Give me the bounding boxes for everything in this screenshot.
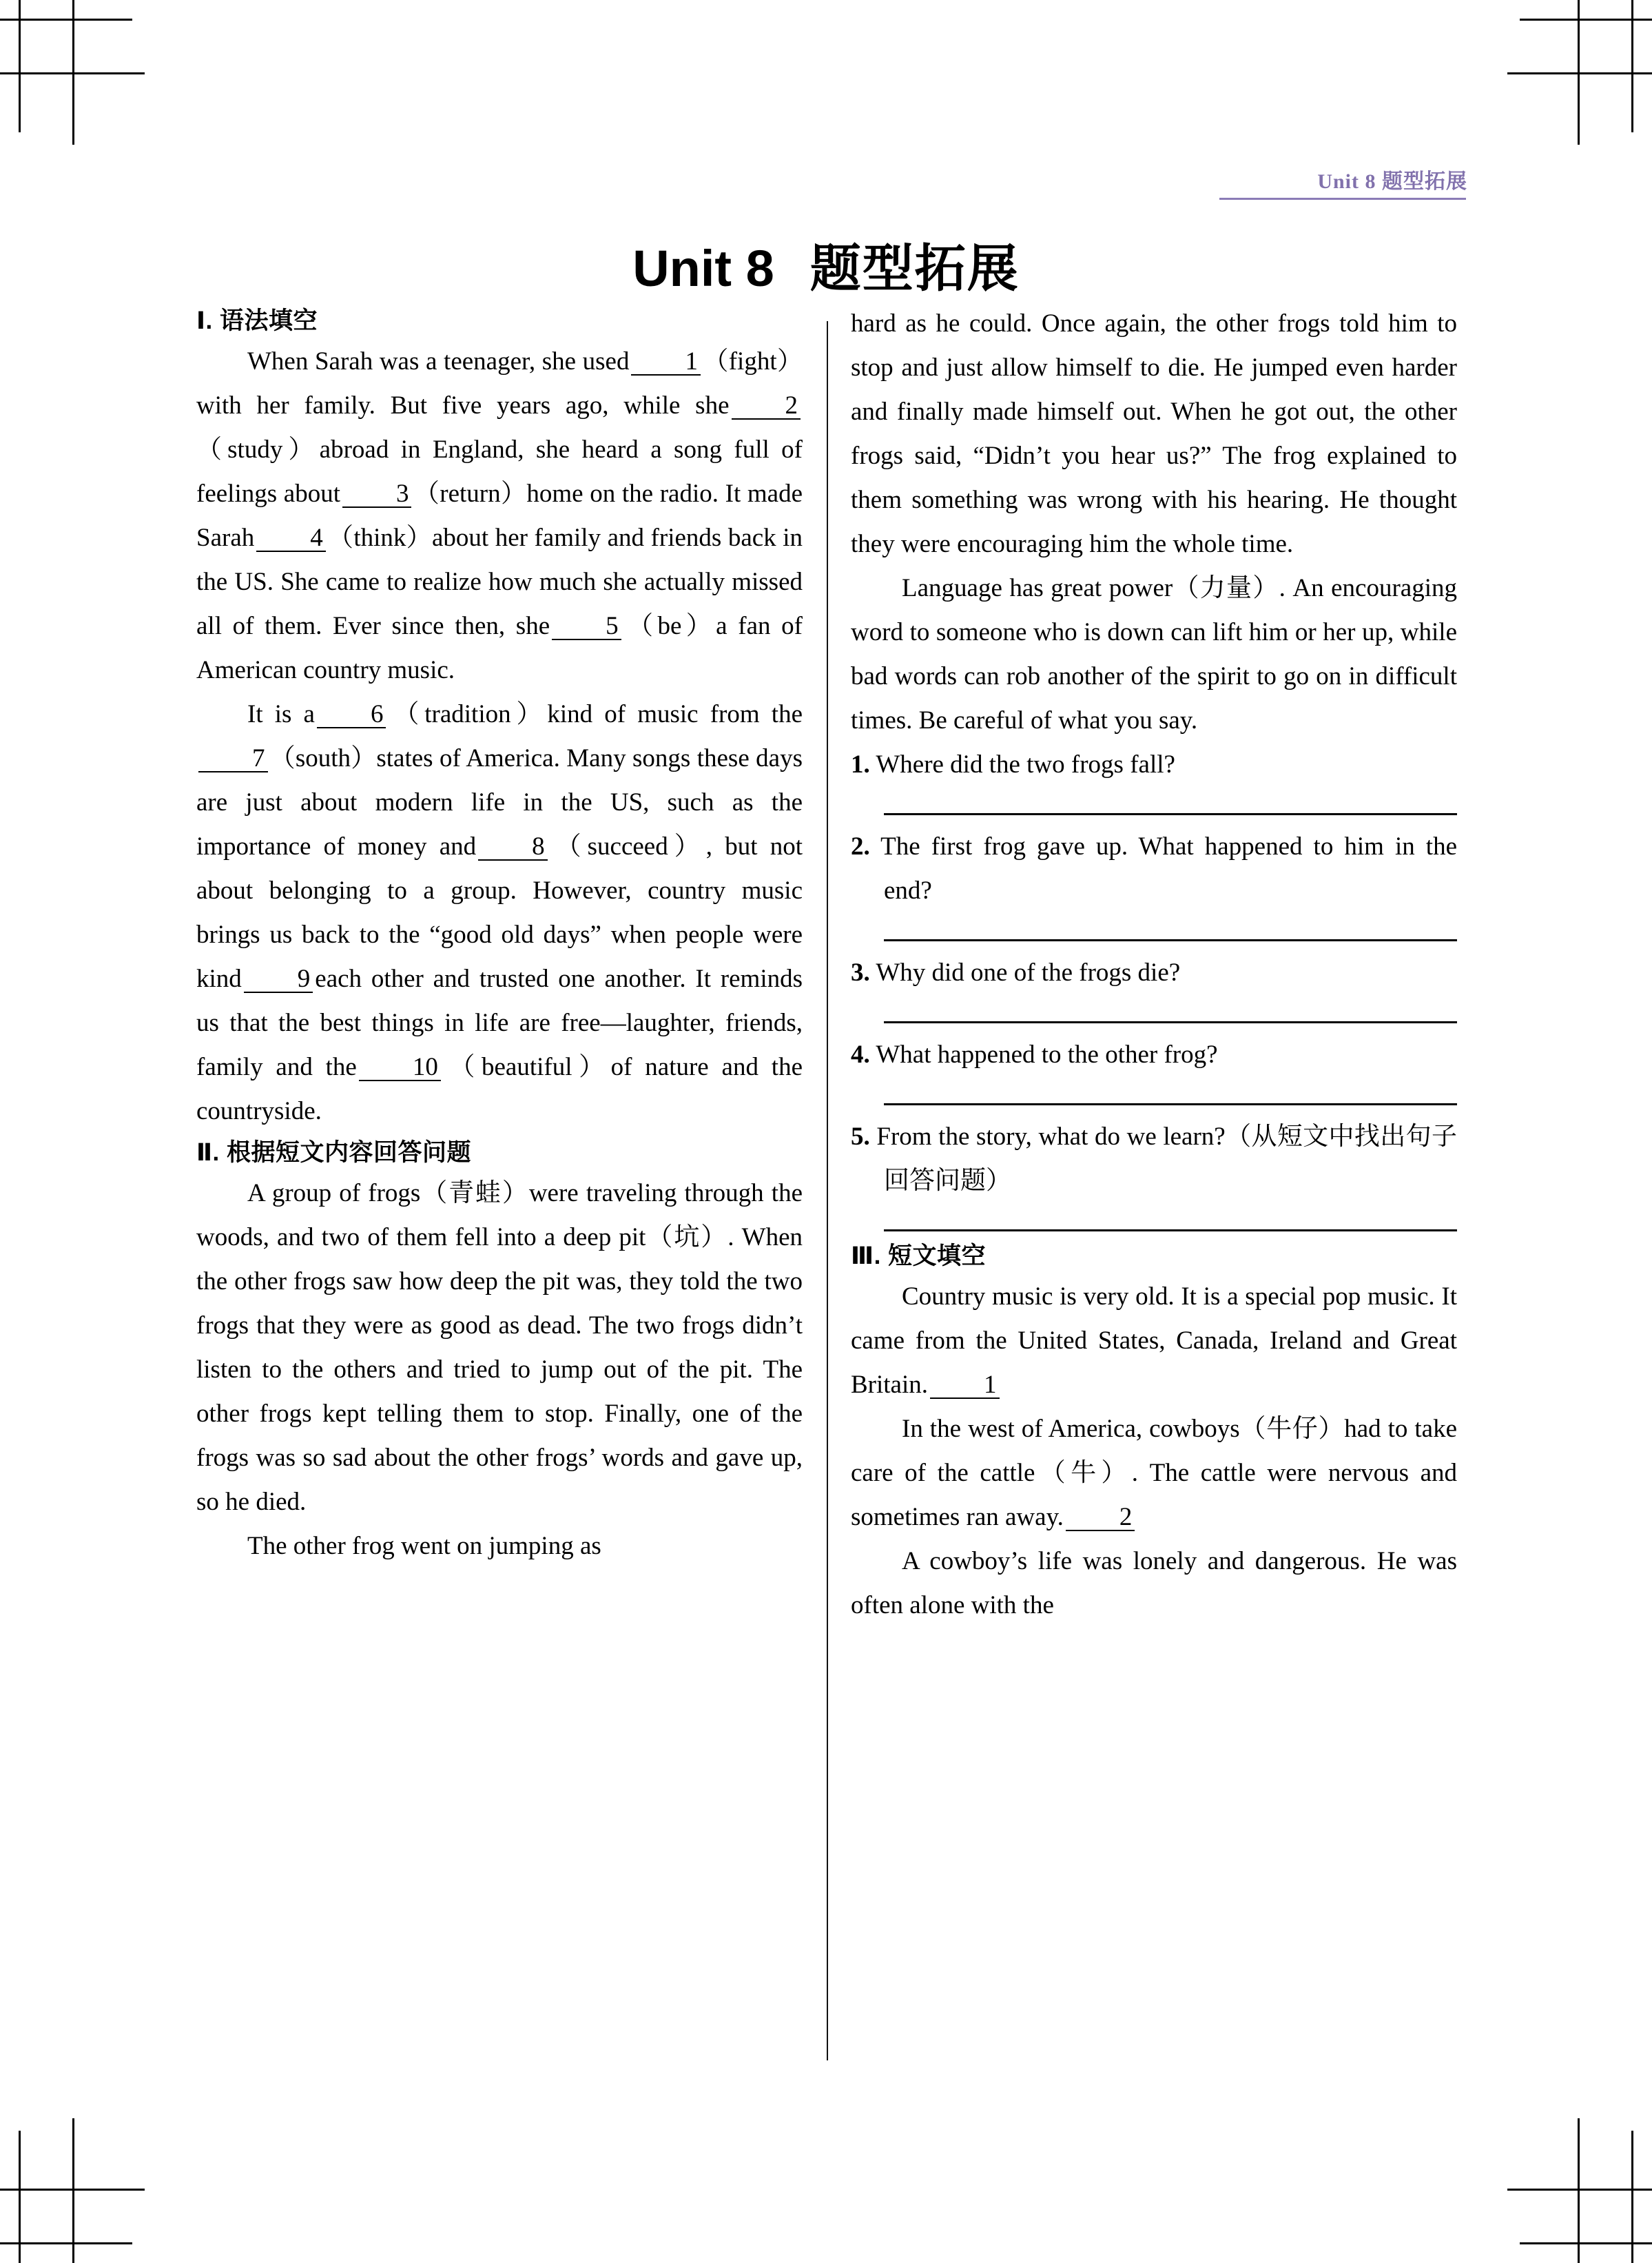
text-run: In the west of America, cowboys（牛仔）had to take care of the cattle（牛）. The cattle were nervous and sometimes ran away. <box>851 1414 1457 1531</box>
question-text: From the story, what do we learn?（从短文中找出句子回答问题） <box>876 1123 1457 1195</box>
question-number: 4. <box>851 1041 870 1069</box>
question-number: 3. <box>851 959 870 987</box>
text-run: （think）about her family and friends back in the US. She came to realize how much she actually missed all of them. Ever since then, she <box>196 523 803 640</box>
text-run: When Sarah was a teenager, she used <box>247 347 630 376</box>
text-run: （tradition）kind of music from the <box>388 699 803 728</box>
trim-frame-top-right-horizontal <box>1507 72 1652 74</box>
question-item <box>851 743 1457 787</box>
question-number: 5. <box>851 1123 870 1151</box>
right-column <box>851 302 1457 1628</box>
crop-mark-bottom-left-vertical <box>19 2131 21 2263</box>
answer-line-2[interactable] <box>884 939 1457 941</box>
question-number: 2. <box>851 832 870 861</box>
grammar-blank-5[interactable]: 5 <box>552 613 621 640</box>
body-columns <box>196 302 1457 2066</box>
answer-line-5[interactable] <box>884 1229 1457 1231</box>
running-head <box>1219 164 1467 200</box>
running-head-rule <box>1219 198 1466 200</box>
crop-mark-top-left-vertical <box>19 0 21 132</box>
crop-mark-top-right-vertical <box>1631 0 1633 132</box>
text-run: （be）a fan of American country music. <box>196 611 803 684</box>
answer-line-1[interactable] <box>884 813 1457 815</box>
grammar-blank-2[interactable]: 2 <box>732 393 801 420</box>
section-heading-three: Ⅲ. 短文填空 <box>851 1242 987 1269</box>
trim-frame-top-right-vertical <box>1578 0 1580 145</box>
text-run: （south）states of America. Many songs these days are just about modern life in the US, such as the importance of money and <box>196 744 803 861</box>
question-text: Why did one of the frogs die? <box>876 959 1181 987</box>
cloze-blank-1[interactable]: 1 <box>930 1372 1000 1399</box>
trim-frame-bottom-right-horizontal <box>1507 2189 1652 2191</box>
grammar-blank-4[interactable]: 4 <box>256 525 326 552</box>
text-run: each other and trusted one another. It reminds us that the best things in life are free—laughter, friends, family and the <box>196 964 803 1081</box>
grammar-blank-1[interactable]: 1 <box>631 349 701 376</box>
section-three-paragraph-1 <box>851 1275 1457 1407</box>
section-two-paragraph-1: A group of frogs（青蛙）were traveling through the woods, and two of them fell into a deep pit（坑）. When the other frogs saw how deep the pit was, they told the two frogs that they were as good as dead. The two frogs didn’t listen to the others and tried to jump out of the pit. The other frogs kept telling them to stop. Finally, one of the frogs was so sad about the other frogs’ words and gave up, so he died. <box>196 1178 803 1516</box>
section-heading-two: Ⅱ. 根据短文内容回答问题 <box>196 1138 472 1166</box>
section-heading-one: Ⅰ. 语法填空 <box>196 307 318 334</box>
trim-frame-top-left-vertical <box>72 0 74 145</box>
grammar-blank-3[interactable]: 3 <box>342 481 412 508</box>
section-two-paragraph-2-cont: hard as he could. Once again, the other frogs told him to stop and just allow himself to die. He jumped even harder and finally made himself out. When he got out, the other frogs said, “Didn’t you hear us?” The frog explained to them something was wrong with his hearing. He thought they were encouraging him the whole time. <box>851 309 1457 558</box>
question-text: Where did the two frogs fall? <box>876 750 1175 779</box>
text-run: （fight）with her family. But five years ago, while she <box>196 347 803 420</box>
text-run: （return）home on the radio. It made Sarah <box>196 479 803 552</box>
grammar-blank-7[interactable]: 7 <box>198 746 268 772</box>
answer-line-4[interactable] <box>884 1103 1457 1105</box>
question-text: The first frog gave up. What happened to him in the end? <box>880 832 1458 905</box>
text-run: It is a <box>247 699 315 728</box>
section-one-paragraph-1 <box>196 340 803 693</box>
cloze-blank-2[interactable]: 2 <box>1066 1504 1135 1531</box>
running-head-text: Unit 8 题型拓展 <box>1317 170 1467 193</box>
trim-frame-bottom-right-vertical <box>1578 2118 1580 2263</box>
grammar-blank-9[interactable]: 9 <box>244 966 313 993</box>
page-title-chinese: 题型拓展 <box>809 240 1020 298</box>
left-column <box>196 302 803 1568</box>
text-run: （study）abroad in England, she heard a song full of feelings about <box>196 435 803 508</box>
text-run: Country music is very old. It is a special pop music. It came from the United States, Canada, Ireland and Great Britain. <box>851 1282 1457 1399</box>
grammar-blank-6[interactable]: 6 <box>317 702 386 728</box>
section-one-paragraph-2 <box>196 693 803 1134</box>
answer-line-3[interactable] <box>884 1021 1457 1023</box>
question-item <box>851 951 1457 995</box>
grammar-blank-8[interactable]: 8 <box>478 834 548 861</box>
text-run: （succeed）, but not about belonging to a group. However, country music brings us back to the “good old days” when people were kind <box>196 832 803 993</box>
grammar-blank-10[interactable]: 10 <box>359 1054 441 1081</box>
column-divider <box>827 321 828 2060</box>
question-item <box>851 825 1457 913</box>
section-two-paragraph-3: Language has great power（力量）. An encouraging word to someone who is down can lift him or her up, while bad words can rob another of the spirit to go on in difficult times. Be careful of what you say. <box>851 574 1457 735</box>
page-title <box>0 228 1652 301</box>
crop-mark-bottom-right-vertical <box>1631 2131 1633 2263</box>
section-two-paragraph-2-start: The other frog went on jumping as <box>247 1531 601 1560</box>
question-item <box>851 1033 1457 1077</box>
question-text: What happened to the other frog? <box>876 1041 1218 1069</box>
section-three-paragraph-3: A cowboy’s life was lonely and dangerous. He was often alone with the <box>851 1546 1457 1619</box>
question-item <box>851 1115 1457 1203</box>
trim-frame-bottom-left-vertical <box>72 2118 74 2263</box>
text-run: （beautiful）of nature and the countryside. <box>196 1052 803 1125</box>
question-number: 1. <box>851 750 870 779</box>
section-three-paragraph-2 <box>851 1407 1457 1539</box>
page-title-english: Unit 8 <box>632 240 774 298</box>
